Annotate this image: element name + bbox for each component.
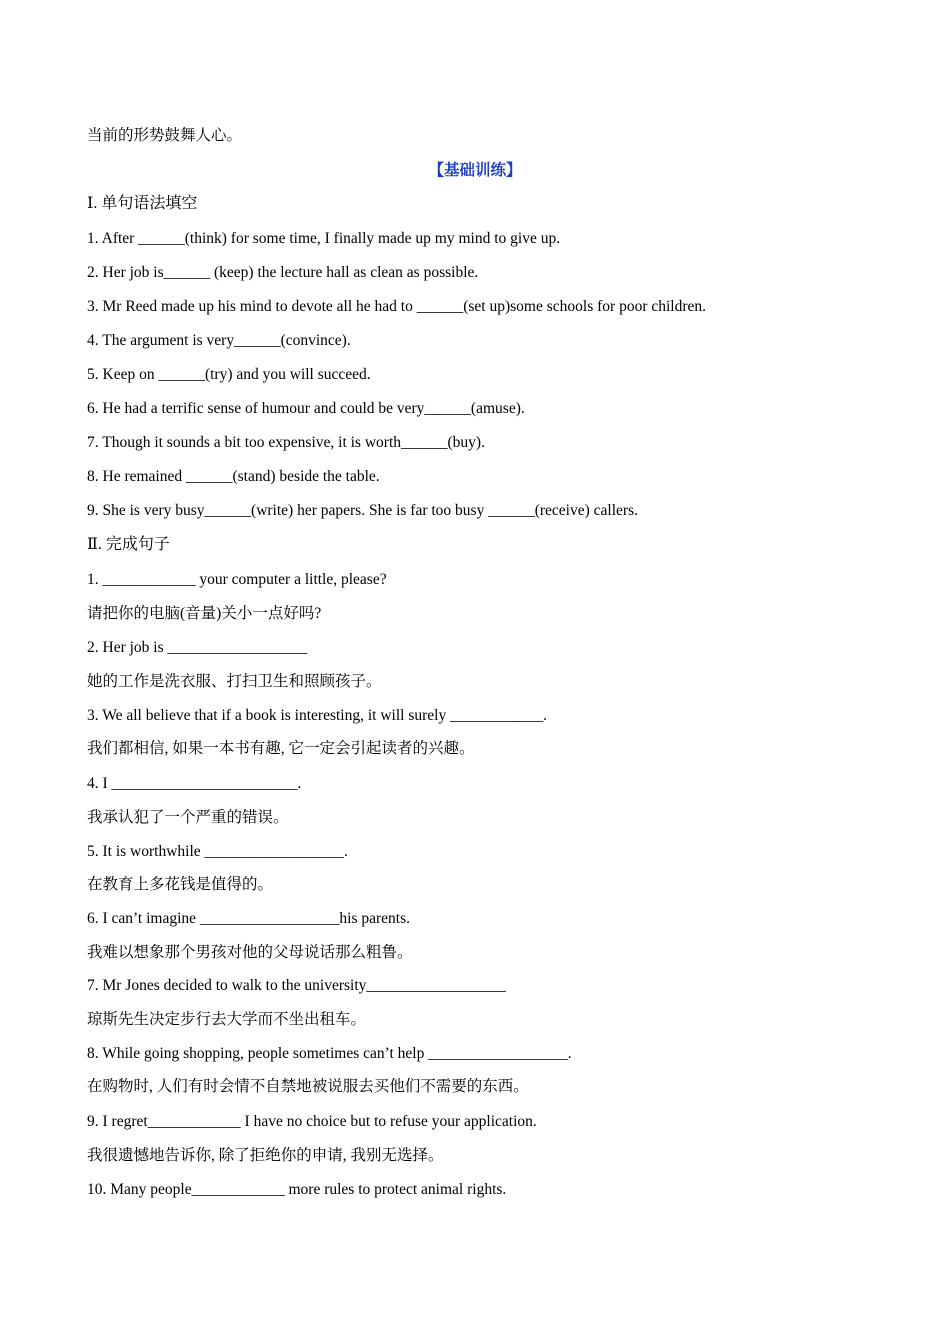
sentence-item-9-zh: 我很遗憾地告诉你, 除了拒绝你的申请, 我别无选择。 bbox=[87, 1147, 444, 1164]
grammar-item-5: 5. Keep on ______(try) and you will succeed. bbox=[87, 366, 371, 383]
sentence-item-5-zh: 在教育上多花钱是值得的。 bbox=[87, 876, 274, 893]
grammar-item-8: 8. He remained ______(stand) beside the table. bbox=[87, 468, 380, 485]
section-2-title: Ⅱ. 完成句子 bbox=[87, 536, 170, 553]
intro-sentence: 当前的形势鼓舞人心。 bbox=[87, 127, 243, 144]
grammar-item-2: 2. Her job is______ (keep) the lecture hall as clean as possible. bbox=[87, 264, 479, 281]
sentence-item-8-en: 8. While going shopping, people sometimes can’t help __________________. bbox=[87, 1045, 572, 1062]
section-heading: 【基础训练】 bbox=[428, 162, 522, 179]
grammar-item-4: 4. The argument is very______(convince). bbox=[87, 332, 351, 349]
sentence-item-7-zh: 琼斯先生决定步行去大学而不坐出租车。 bbox=[87, 1011, 367, 1028]
sentence-item-3-en: 3. We all believe that if a book is interesting, it will surely ____________. bbox=[87, 707, 547, 724]
sentence-item-4-zh: 我承认犯了一个严重的错误。 bbox=[87, 809, 289, 826]
section-1-title: Ⅰ. 单句语法填空 bbox=[87, 195, 198, 212]
sentence-item-1-en: 1. ____________ your computer a little, please? bbox=[87, 571, 387, 588]
sentence-item-2-en: 2. Her job is __________________ bbox=[87, 639, 308, 656]
sentence-item-7-en: 7. Mr Jones decided to walk to the university__________________ bbox=[87, 977, 506, 994]
sentence-item-9-en: 9. I regret____________ I have no choice but to refuse your application. bbox=[87, 1113, 537, 1130]
sentence-item-8-zh: 在购物时, 人们有时会情不自禁地被说服去买他们不需要的东西。 bbox=[87, 1078, 529, 1095]
sentence-item-3-zh: 我们都相信, 如果一本书有趣, 它一定会引起读者的兴趣。 bbox=[87, 740, 475, 757]
grammar-item-1: 1. After ______(think) for some time, I finally made up my mind to give up. bbox=[87, 230, 561, 247]
sentence-item-10-en: 10. Many people____________ more rules to protect animal rights. bbox=[87, 1181, 507, 1198]
sentence-item-6-zh: 我难以想象那个男孩对他的父母说话那么粗鲁。 bbox=[87, 944, 413, 961]
grammar-item-9: 9. She is very busy______(write) her papers. She is far too busy ______(receive) callers. bbox=[87, 502, 638, 519]
sentence-item-1-zh: 请把你的电脑(音量)关小一点好吗? bbox=[87, 605, 322, 622]
sentence-item-6-en: 6. I can’t imagine __________________his parents. bbox=[87, 910, 411, 927]
grammar-item-6: 6. He had a terrific sense of humour and could be very______(amuse). bbox=[87, 400, 525, 417]
sentence-item-5-en: 5. It is worthwhile __________________. bbox=[87, 843, 348, 860]
grammar-item-7: 7. Though it sounds a bit too expensive, it is worth______(buy). bbox=[87, 434, 485, 451]
grammar-item-3: 3. Mr Reed made up his mind to devote all he had to ______(set up)some schools for poor children. bbox=[87, 298, 707, 315]
sentence-item-2-zh: 她的工作是洗衣服、打扫卫生和照顾孩子。 bbox=[87, 673, 382, 690]
sentence-item-4-en: 4. I ________________________. bbox=[87, 775, 302, 792]
